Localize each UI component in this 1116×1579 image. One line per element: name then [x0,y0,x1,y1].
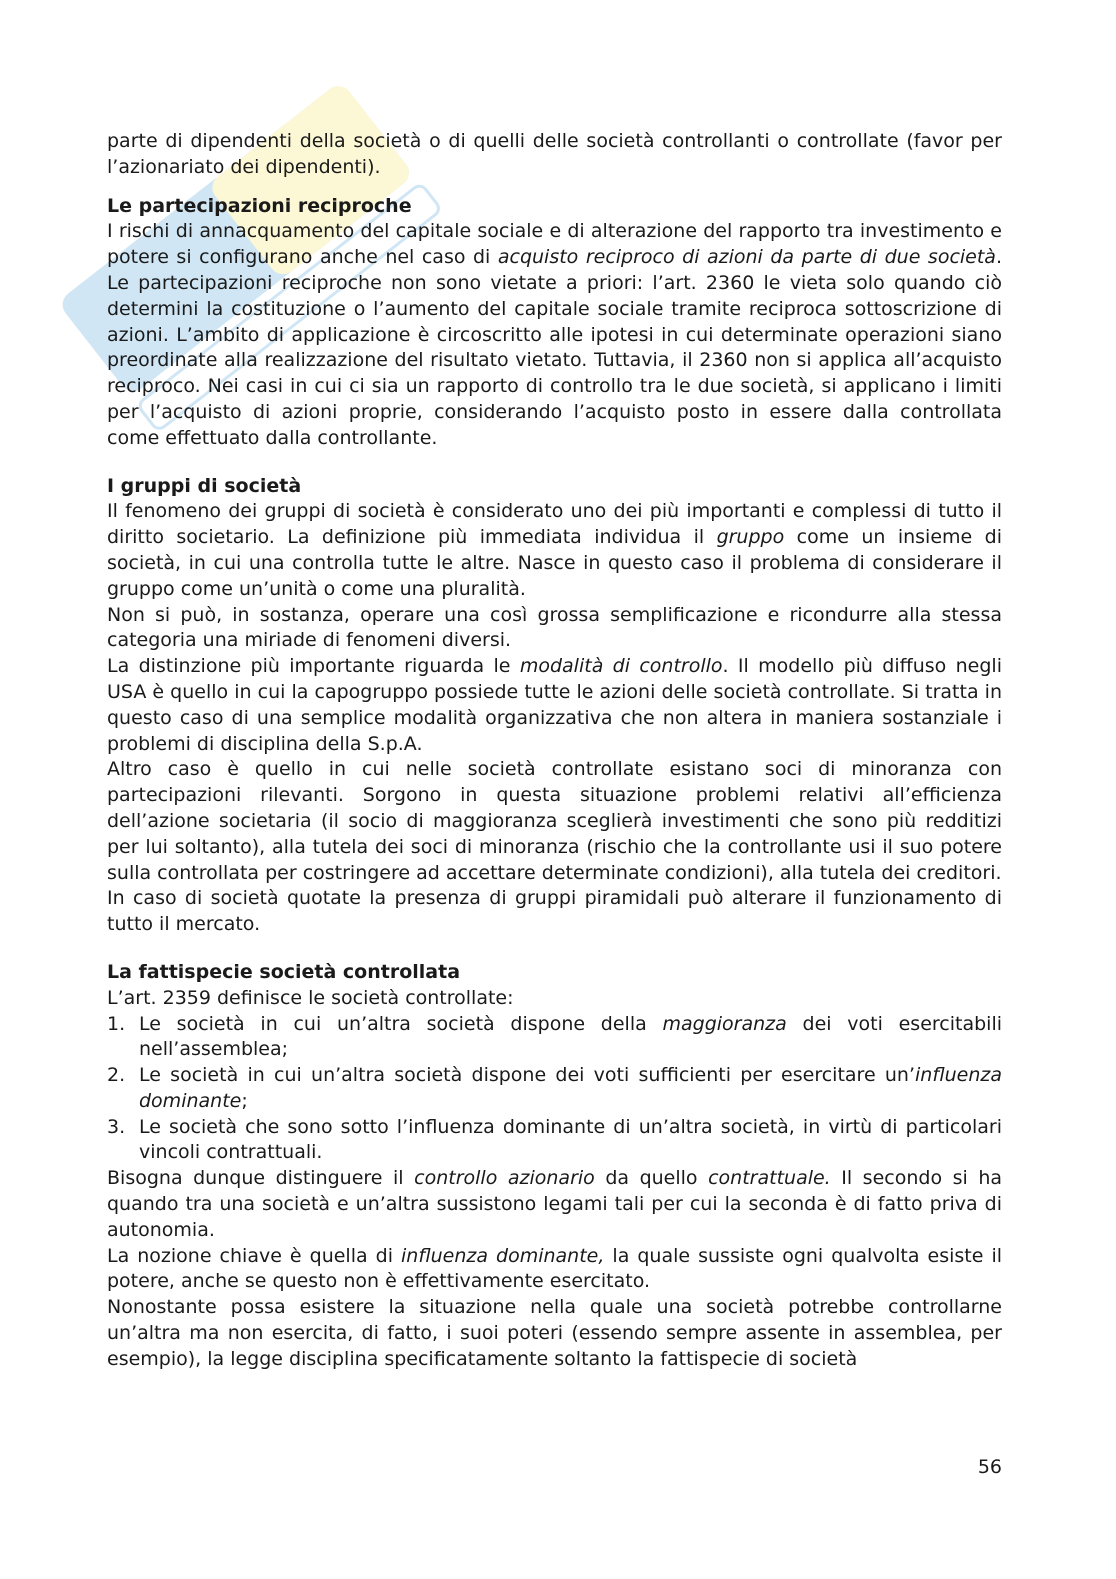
document-body [107,129,1002,1373]
paragraph [107,603,1002,655]
italic-text: contrattuale. [708,1167,831,1190]
spacer [107,452,1002,474]
text-run: . Il modello più diffuso negli USA è quello in cui la capogruppo possiede tutte le azioni delle società controllate. Si tratta in questo caso di una semplice modalità organizzativa che non altera in maniera sostanziale i problemi di disciplina della S.p.A. [107,655,1002,755]
text-run: Bisogna dunque distinguere il [107,1167,415,1190]
text-run: I rischi di annacquamento del capitale sociale e di alterazione del rapporto tra investimento e potere si configurano anche nel caso di [107,220,1002,269]
text-run: Il fenomeno dei gruppi di società è considerato uno dei più importanti e complessi di tutto il diritto societario. La definizione più immediata individua il [107,500,1002,549]
paragraph [107,1166,1002,1243]
page-number: 56 [977,1456,1002,1478]
paragraph [107,986,1002,1012]
text-run: ; [241,1089,248,1112]
text-run: dei voti esercitabili nell’assemblea; [139,1012,1002,1061]
list-number: 1. [107,1012,126,1035]
text-run: Le società in cui un’altra società dispone dei voti sufficienti per esercitare un’ [139,1064,916,1087]
italic-text: controllo azionario [414,1167,595,1190]
spacer [107,938,1002,960]
numbered-list [107,1012,1002,1167]
text-run: Il secondo si ha quando tra una società e un’altra sussistono legami tali per cui la seconda è di fatto priva di autonomia. [107,1167,1003,1241]
paragraph [107,1244,1002,1296]
text-run: parte di dipendenti della società o di quelli delle società controllanti o controllate (favor per l’azionariato dei dipendenti). [107,130,1002,178]
text-run: . Le partecipazioni reciproche non sono vietate a priori: l’art. 2360 le vieta solo quando ciò determini la costituzione o l’aumento del capitale sociale tramite reciproca sottoscrizione di azioni. L’ambito di applicazione è circoscritto alle ipotesi in cui determinate operazioni siano preordinate alla realizzazione del risultato vietato. Tuttavia, il 2360 non si applica all’acquisto reciproco. Nei casi in cui ci sia un rapporto di controllo tra le due società, si applicano i limiti per l’acquisto di azioni proprie, considerando l’acquisto posto in essere dalla controllata come effettuato dalla controllante. [107,246,1002,449]
italic-text: influenza dominante, [401,1244,605,1267]
text-run: da quello [594,1167,709,1190]
list-item [107,1012,1002,1064]
italic-text: modalità di controllo [519,655,723,678]
text-run: Le società che sono sotto l’influenza dominante di un’altra società, in virtù di particolari vincoli contrattuali. [139,1115,1002,1164]
list-item [107,1063,1002,1115]
paragraph [107,219,1002,451]
paragraph [107,1295,1002,1372]
italic-text: gruppo [716,526,785,549]
spacer [107,181,1002,194]
text-run: Le società in cui un’altra società dispone della [139,1012,663,1035]
section-heading: La fattispecie società controllata [107,960,461,983]
list-item [107,1115,1002,1167]
paragraph [107,886,1002,938]
italic-text: influenza dominante [139,1064,1002,1112]
text-run: La distinzione più importante riguarda le [107,655,520,678]
italic-text: maggioranza [662,1012,787,1035]
text-run: Nonostante possa esistere la situazione nella quale una società potrebbe controllarne un’altra ma non esercita, di fatto, i suoi poteri (essendo sempre assente in assemblea, per esempio), la legge disciplina specificatamente soltanto la fattispecie di società [107,1296,1002,1370]
paragraph [107,499,1002,602]
list-number: 3. [107,1115,126,1138]
italic-text: acquisto reciproco di azioni da parte di due società [497,246,996,269]
text-run: come un insieme di società, in cui una controlla tutte le altre. Nasce in questo caso il problema di considerare il gruppo come un’unità o come una pluralità. [107,526,1002,600]
text-run: la quale sussiste ogni qualvolta esiste il potere, anche se questo non è effettivamente esercitato. [107,1244,1002,1293]
text-run: L’art. 2359 definisce le società controllate: [107,986,514,1009]
text-run: In caso di società quotate la presenza di gruppi piramidali può alterare il funzionamento di tutto il mercato. [107,887,1002,936]
section-heading: I gruppi di società [107,474,302,497]
text-run: Altro caso è quello in cui nelle società controllate esistano soci di minoranza con partecipazioni rilevanti. Sorgono in questa situazione problemi relativi all’efficienza dell’azione societaria (il socio di maggioranza sceglierà investimenti che sono più redditizi per lui soltanto), alla tutela dei soci di minoranza (rischio che la controllante usi il suo potere sulla controllata per costringere ad accettare determinate condizioni), alla tutela dei creditori. [107,758,1002,884]
paragraph [107,654,1002,757]
paragraph [107,129,1002,181]
list-number: 2. [107,1064,126,1087]
section-heading: Le partecipazioni reciproche [107,194,412,217]
text-run: La nozione chiave è quella di [107,1244,402,1267]
paragraph [107,757,1002,886]
text-run: Non si può, in sostanza, operare una così grossa semplificazione e ricondurre alla stessa categoria una miriade di fenomeni diversi. [107,603,1002,652]
